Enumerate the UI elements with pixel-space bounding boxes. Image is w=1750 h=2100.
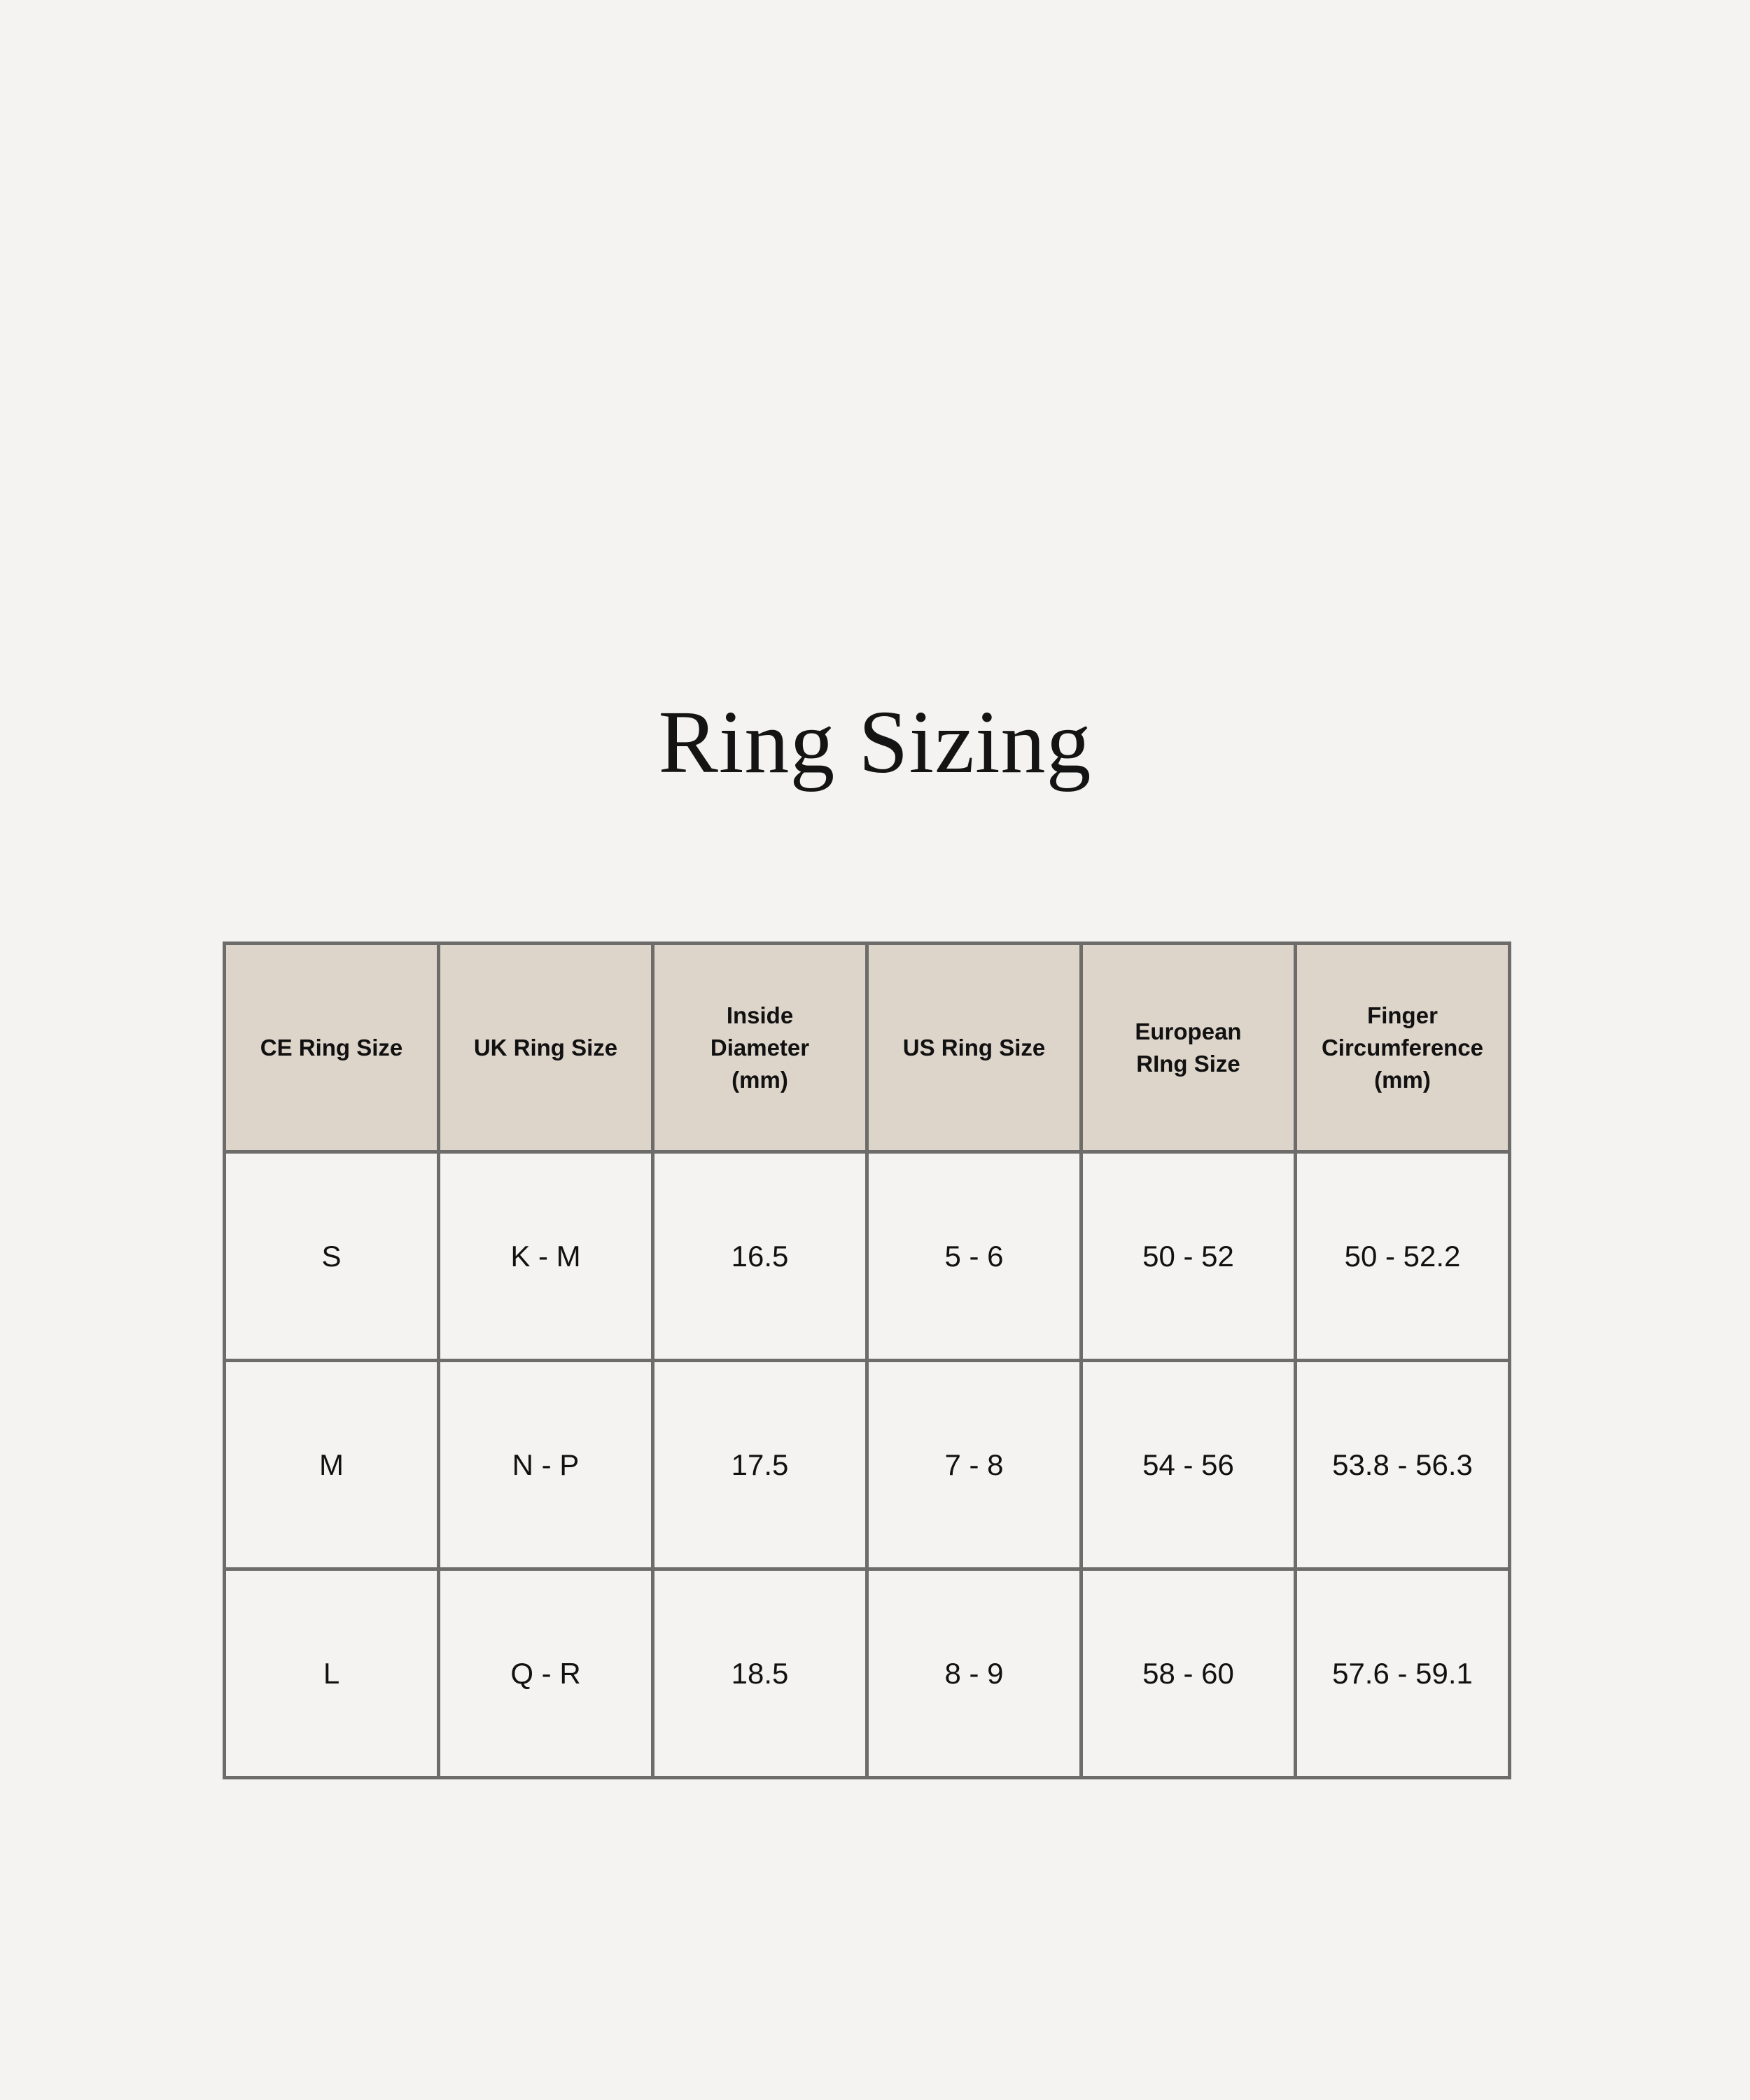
cell-ce-size: L (225, 1569, 439, 1778)
header-us-ring-size (867, 944, 1082, 1152)
cell-us-size: 8 - 9 (867, 1569, 1082, 1778)
cell-finger-circumference: 50 - 52.2 (1296, 1152, 1510, 1361)
ring-size-table (223, 941, 1511, 1779)
header-line: Finger (1367, 1002, 1438, 1028)
table-row (225, 1569, 1510, 1778)
cell-inside-diameter: 18.5 (653, 1569, 867, 1778)
table-row (225, 1152, 1510, 1361)
header-line: Circumference (1321, 1034, 1484, 1060)
header-line: RIng Size (1136, 1050, 1240, 1077)
page-title: Ring Sizing (658, 692, 1092, 792)
cell-european-size: 54 - 56 (1082, 1361, 1296, 1569)
cell-finger-circumference: 53.8 - 56.3 (1296, 1361, 1510, 1569)
cell-uk-size: K - M (439, 1152, 653, 1361)
cell-european-size: 58 - 60 (1082, 1569, 1296, 1778)
header-european-ring-size (1082, 944, 1296, 1152)
cell-uk-size: Q - R (439, 1569, 653, 1778)
cell-ce-size: M (225, 1361, 439, 1569)
cell-finger-circumference: 57.6 - 59.1 (1296, 1569, 1510, 1778)
cell-inside-diameter: 17.5 (653, 1361, 867, 1569)
cell-inside-diameter: 16.5 (653, 1152, 867, 1361)
cell-ce-size: S (225, 1152, 439, 1361)
header-ce-ring-size (225, 944, 439, 1152)
table-header-row (225, 944, 1510, 1152)
header-finger-circumference (1296, 944, 1510, 1152)
table-row (225, 1361, 1510, 1569)
header-line: (mm) (732, 1066, 788, 1093)
header-line: UK Ring Size (473, 1034, 618, 1060)
header-line: CE Ring Size (260, 1034, 403, 1060)
header-line: European (1135, 1018, 1242, 1044)
cell-european-size: 50 - 52 (1082, 1152, 1296, 1361)
header-uk-ring-size (439, 944, 653, 1152)
header-line: Diameter (710, 1034, 810, 1060)
ring-size-table-container (223, 941, 1511, 1779)
cell-us-size: 5 - 6 (867, 1152, 1082, 1361)
header-inside-diameter (653, 944, 867, 1152)
cell-uk-size: N - P (439, 1361, 653, 1569)
cell-us-size: 7 - 8 (867, 1361, 1082, 1569)
header-line: (mm) (1374, 1066, 1431, 1093)
header-line: Inside (726, 1002, 794, 1028)
header-line: US Ring Size (902, 1034, 1046, 1060)
